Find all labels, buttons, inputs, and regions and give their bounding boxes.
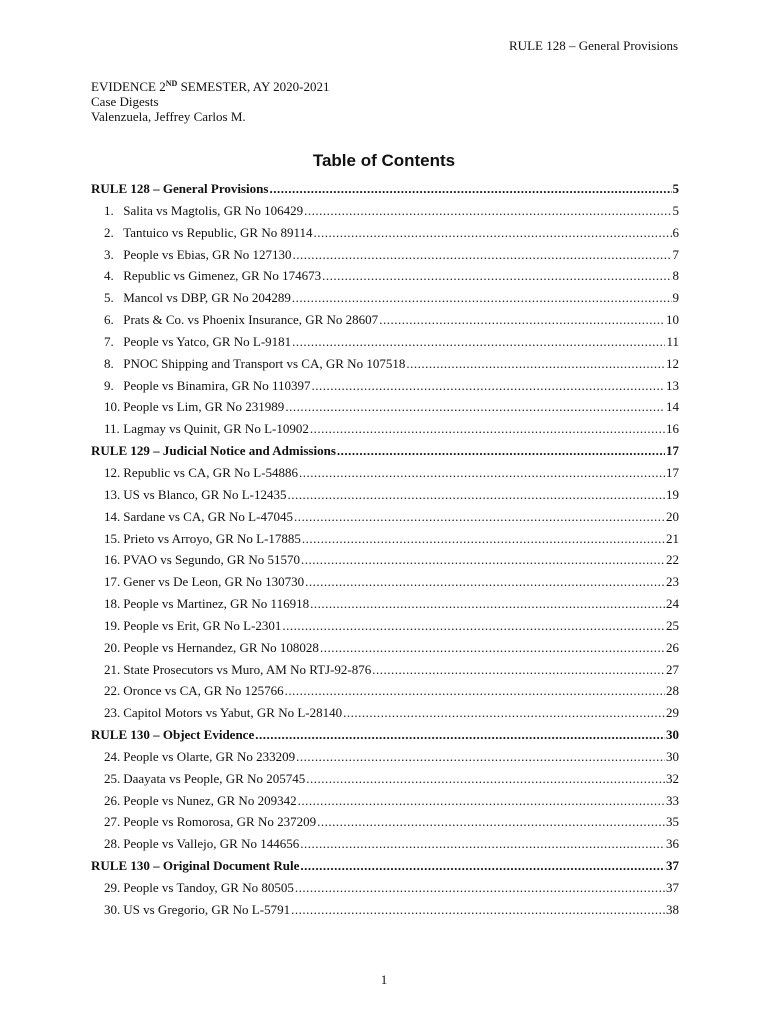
toc-section-heading[interactable] — [91, 443, 679, 465]
toc-entry[interactable] — [91, 203, 679, 225]
toc-page-number: 17 — [666, 443, 679, 459]
toc-section-heading[interactable] — [91, 181, 679, 203]
toc-entry-number: 8. — [104, 355, 114, 371]
toc-page-number: 16 — [666, 421, 679, 437]
dot-leader — [379, 312, 665, 328]
toc-page-number: 19 — [666, 486, 679, 502]
dot-leader — [312, 378, 665, 394]
toc-page-number: 17 — [666, 464, 679, 480]
toc-entry[interactable] — [91, 793, 679, 815]
toc-entry-number: 5. — [104, 290, 114, 306]
toc-page-number: 7 — [672, 246, 679, 262]
toc-entry[interactable] — [91, 574, 679, 596]
toc-label: People vs Tandoy, GR No 80505 — [123, 880, 294, 895]
toc-entry[interactable] — [91, 268, 679, 290]
page-number: 1 — [380, 972, 388, 987]
toc-page-number: 5 — [672, 202, 679, 218]
toc-entry[interactable] — [91, 356, 679, 378]
course-prefix: EVIDENCE 2 — [91, 79, 166, 94]
toc-entry-number: 2. — [104, 224, 114, 240]
toc-page-number: 8 — [672, 268, 679, 284]
toc-entry-number: 27. — [104, 814, 121, 830]
dot-leader — [282, 618, 665, 634]
dot-leader — [255, 727, 665, 743]
toc-entry-number: 29. — [104, 880, 121, 895]
toc-entry-number: 15. — [104, 530, 121, 546]
toc-label: Daayata vs People, GR No 205745 — [123, 770, 306, 786]
dot-leader — [310, 421, 665, 437]
toc-label: People vs Erit, GR No L-2301 — [123, 617, 282, 633]
toc-entry[interactable] — [91, 683, 679, 705]
toc-entry[interactable] — [91, 487, 679, 509]
toc-entry-number: 26. — [104, 792, 121, 808]
dot-leader — [310, 596, 665, 612]
course-suffix: SEMESTER, AY 2020-2021 — [177, 79, 330, 94]
toc-label: People vs Lim, GR No 231989 — [123, 399, 285, 415]
toc-entry[interactable] — [91, 771, 679, 793]
toc-entry-number: 28. — [104, 836, 121, 852]
toc-page-number: 20 — [666, 508, 679, 524]
toc-label: People vs Binamira, GR No 110397 — [123, 377, 311, 393]
toc-entry[interactable] — [91, 552, 679, 574]
dot-leader — [317, 814, 665, 830]
toc-entry-number: 4. — [104, 268, 114, 284]
dot-leader — [343, 705, 665, 721]
toc-entry-number: 13. — [104, 486, 121, 502]
toc-entry-number: 3. — [104, 246, 114, 262]
toc-page-number: 22 — [666, 552, 679, 568]
toc-section-heading[interactable] — [91, 858, 679, 880]
toc-entry[interactable] — [91, 531, 679, 553]
toc-entry-number: 24. — [104, 748, 121, 764]
dot-leader — [301, 552, 665, 568]
dot-leader — [314, 225, 672, 241]
table-of-contents — [91, 181, 679, 924]
toc-entry[interactable] — [91, 596, 679, 618]
toc-page-number: 37 — [666, 880, 679, 895]
toc-section-heading[interactable] — [91, 727, 679, 749]
dot-leader — [269, 181, 671, 197]
dot-leader — [320, 640, 665, 656]
toc-label: Prieto vs Arroyo, GR No L-17885 — [123, 530, 301, 546]
dot-leader — [287, 487, 665, 503]
toc-entry-number: 14. — [104, 508, 121, 524]
toc-entry[interactable] — [91, 618, 679, 640]
toc-entry[interactable] — [91, 378, 679, 400]
toc-entry-number: 1. — [104, 202, 114, 218]
dot-leader — [305, 574, 665, 590]
dot-leader — [294, 509, 665, 525]
dot-leader — [300, 836, 665, 852]
toc-label: People vs Olarte, GR No 233209 — [123, 748, 296, 764]
toc-page-number: 25 — [666, 617, 679, 633]
toc-page-number: 10 — [666, 312, 679, 328]
toc-entry-number: 10. — [104, 399, 121, 415]
toc-entry-number: 11. — [104, 421, 120, 437]
toc-entry[interactable] — [91, 749, 679, 771]
dot-leader — [322, 268, 671, 284]
toc-entry[interactable] — [91, 705, 679, 727]
toc-label: RULE 130 – Original Document Rule — [91, 858, 300, 874]
toc-entry-number: 17. — [104, 574, 121, 590]
toc-page-number: 30 — [666, 727, 679, 743]
toc-page-number: 26 — [666, 639, 679, 655]
dot-leader — [304, 203, 671, 219]
toc-entry-number: 16. — [104, 552, 121, 568]
toc-label: People vs Ebias, GR No 127130 — [123, 246, 292, 262]
dot-leader — [372, 662, 665, 678]
document-type: Case Digests — [91, 94, 159, 109]
dot-leader — [285, 683, 665, 699]
toc-page-number: 28 — [666, 683, 679, 699]
toc-entry-number: 30. — [104, 901, 121, 917]
toc-entry[interactable] — [91, 640, 679, 662]
toc-entry[interactable] — [91, 836, 679, 858]
toc-entry[interactable] — [91, 465, 679, 487]
toc-entry[interactable] — [91, 902, 679, 924]
dot-leader — [299, 465, 665, 481]
toc-page-number: 27 — [666, 661, 679, 677]
toc-label: Sardane vs CA, GR No L-47045 — [123, 508, 293, 524]
toc-label: PNOC Shipping and Transport vs CA, GR No 107518 — [123, 355, 406, 371]
toc-label: Republic vs Gimenez, GR No 174673 — [123, 268, 322, 284]
toc-page-number: 38 — [666, 901, 679, 917]
toc-entry-number: 22. — [104, 683, 121, 699]
toc-entry[interactable] — [91, 421, 679, 443]
toc-label: People vs Romorosa, GR No 237209 — [123, 814, 317, 830]
toc-entry[interactable] — [91, 509, 679, 531]
toc-page-number: 35 — [666, 814, 679, 830]
dot-leader — [285, 399, 665, 415]
toc-entry[interactable] — [91, 880, 679, 902]
toc-entry-number: 23. — [104, 705, 121, 721]
toc-page-number: 30 — [666, 748, 679, 764]
toc-label: Salita vs Magtolis, GR No 106429 — [123, 202, 304, 218]
toc-label: Capitol Motors vs Yabut, GR No L-28140 — [123, 705, 343, 721]
toc-label: Prats & Co. vs Phoenix Insurance, GR No 28607 — [123, 312, 379, 328]
toc-label: RULE 129 – Judicial Notice and Admissions — [91, 443, 336, 459]
toc-entry-number: 25. — [104, 770, 121, 786]
toc-page-number: 23 — [666, 574, 679, 590]
toc-entry-number: 21. — [104, 661, 121, 677]
dot-leader — [292, 290, 672, 306]
dot-leader — [298, 793, 665, 809]
dot-leader — [291, 902, 665, 918]
toc-entry[interactable] — [91, 225, 679, 247]
toc-page-number: 32 — [666, 770, 679, 786]
toc-label: Republic vs CA, GR No L-54886 — [123, 464, 299, 480]
toc-label: US vs Blanco, GR No L-12435 — [123, 486, 287, 502]
toc-label: Mancol vs DBP, GR No 204289 — [123, 290, 291, 306]
course-line — [91, 79, 329, 94]
toc-label: People vs Martinez, GR No 116918 — [123, 596, 310, 612]
toc-label: US vs Gregorio, GR No L-5791 — [123, 901, 291, 917]
toc-label: Oronce vs CA, GR No 125766 — [123, 683, 284, 699]
toc-entry[interactable] — [91, 312, 679, 334]
toc-entry-number: 12. — [104, 464, 121, 480]
toc-label: Gener vs De Leon, GR No 130730 — [123, 574, 305, 590]
toc-label: People vs Vallejo, GR No 144656 — [123, 836, 300, 852]
toc-page-number: 33 — [666, 792, 679, 808]
toc-entry-number: 7. — [104, 333, 114, 349]
toc-label: Lagmay vs Quinit, GR No L-10902 — [123, 421, 309, 437]
toc-entry[interactable] — [91, 247, 679, 269]
toc-entry-number: 20. — [104, 639, 121, 655]
author-name: Valenzuela, Jeffrey Carlos M. — [91, 109, 246, 124]
dot-leader — [296, 749, 665, 765]
toc-entry[interactable] — [91, 399, 679, 421]
toc-entry[interactable] — [91, 334, 679, 356]
toc-label: People vs Hernandez, GR No 108028 — [123, 639, 319, 655]
document-meta — [91, 79, 329, 124]
toc-label: RULE 130 – Object Evidence — [91, 727, 255, 743]
toc-entry[interactable] — [91, 662, 679, 684]
running-header: RULE 128 – General Provisions — [509, 38, 678, 53]
dot-leader — [337, 443, 665, 459]
toc-label: PVAO vs Segundo, GR No 51570 — [123, 552, 300, 568]
dot-leader — [295, 880, 665, 896]
dot-leader — [292, 334, 665, 350]
toc-page-number: 29 — [666, 705, 679, 721]
toc-page-number: 11 — [666, 333, 679, 349]
toc-page-number: 37 — [666, 858, 679, 874]
toc-page-number: 6 — [672, 224, 679, 240]
dot-leader — [300, 858, 665, 874]
toc-label: People vs Nunez, GR No 209342 — [123, 792, 297, 808]
dot-leader — [302, 531, 665, 547]
toc-entry[interactable] — [91, 814, 679, 836]
dot-leader — [306, 771, 665, 787]
toc-label: State Prosecutors vs Muro, AM No RTJ-92-876 — [123, 661, 372, 677]
toc-page-number: 9 — [672, 290, 679, 306]
toc-label: RULE 128 – General Provisions — [91, 181, 269, 196]
toc-entry[interactable] — [91, 290, 679, 312]
toc-page-number: 14 — [666, 399, 679, 415]
dot-leader — [406, 356, 665, 372]
toc-page-number: 36 — [666, 836, 679, 852]
toc-entry-number: 19. — [104, 617, 121, 633]
toc-page-number: 13 — [666, 377, 679, 393]
dot-leader — [293, 247, 672, 263]
toc-label: People vs Yatco, GR No L-9181 — [123, 333, 292, 349]
toc-page-number: 12 — [666, 355, 679, 371]
course-superscript: ND — [165, 79, 178, 88]
toc-entry-number: 9. — [104, 377, 114, 393]
toc-label: Tantuico vs Republic, GR No 89114 — [123, 224, 313, 240]
toc-title: Table of Contents — [312, 151, 456, 170]
toc-entry-number: 18. — [104, 596, 121, 612]
toc-entry-number: 6. — [104, 312, 114, 328]
toc-page-number: 24 — [666, 596, 679, 612]
toc-page-number: 5 — [672, 181, 679, 196]
toc-page-number: 21 — [666, 530, 679, 546]
